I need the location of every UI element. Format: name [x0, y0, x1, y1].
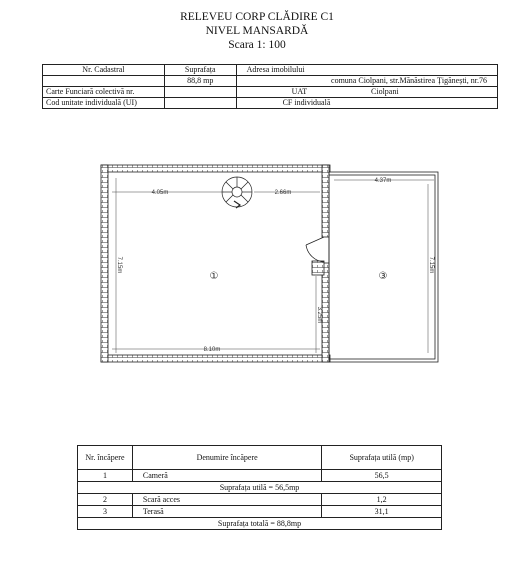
row2-name: Scară acces — [132, 494, 321, 506]
door-swing — [306, 237, 324, 262]
row3-name: Terasă — [132, 506, 321, 518]
dim-top-mid: 2.66m — [274, 190, 292, 196]
suprafata-value: 88,8 mp — [164, 76, 236, 87]
row3-nr: 3 — [78, 506, 133, 518]
row2-area: 1,2 — [322, 494, 442, 506]
header-suprafata: Suprafața utilă (mp) — [322, 446, 442, 470]
cod-ui-value — [164, 98, 236, 109]
suprafata-label: Suprafața — [164, 65, 236, 76]
adresa-value: comuna Ciolpani, str.Mănăstirea Țigănești, nr.76 — [236, 76, 497, 87]
header-denumire: Denumire încăpere — [132, 446, 321, 470]
rooms-table — [77, 445, 442, 530]
dim-top-right: 4.37m — [374, 178, 392, 184]
uat-label: UAT — [291, 87, 308, 96]
row1-name: Cameră — [132, 470, 321, 482]
property-info-table — [42, 64, 498, 109]
subtotal: Suprafața utilă = 56,5mp — [78, 482, 442, 494]
room-3-marker: ③ — [378, 271, 388, 282]
dimension-lines — [112, 178, 434, 353]
uat-cell — [236, 87, 497, 98]
scale-label: Scara 1: 100 — [228, 39, 286, 51]
cf-individuala-label: CF individuală — [282, 98, 331, 107]
document-title: RELEVEU CORP CLĂDIRE C1 — [180, 11, 334, 23]
adresa-label: Adresa imobilului — [236, 65, 497, 76]
header-nr: Nr. încăpere — [78, 446, 133, 470]
row2-nr: 2 — [78, 494, 133, 506]
dim-bottom: 8.10m — [203, 347, 221, 353]
terrace-outline — [329, 172, 438, 362]
dim-top-left: 4.05m — [151, 190, 169, 196]
nr-cadastral-label: Nr. Cadastral — [43, 65, 165, 76]
carte-funciara-label: Carte Funciară colectivă nr. — [43, 87, 165, 98]
cod-ui-label: Cod unitate individuală (UI) — [43, 98, 165, 109]
row3-area: 31,1 — [322, 506, 442, 518]
dim-left: 7.15m — [116, 256, 122, 274]
carte-funciara-value — [164, 87, 236, 98]
dimension-labels — [116, 178, 434, 353]
row1-area: 56,5 — [322, 470, 442, 482]
spiral-staircase-icon — [222, 177, 252, 208]
room-1-marker: ① — [209, 271, 219, 282]
floor-plan — [0, 150, 514, 370]
total: Suprafața totală = 88,8mp — [78, 518, 442, 530]
row1-nr: 1 — [78, 470, 133, 482]
dim-inner: 3.25m — [316, 306, 322, 324]
cf-individuala-cell — [236, 98, 497, 109]
nr-cadastral-value — [43, 76, 165, 87]
dim-right: 7.15m — [428, 256, 434, 274]
exterior-walls — [101, 165, 330, 362]
uat-value: Ciolpani — [371, 87, 399, 96]
level-title: NIVEL MANSARDĂ — [205, 25, 309, 37]
